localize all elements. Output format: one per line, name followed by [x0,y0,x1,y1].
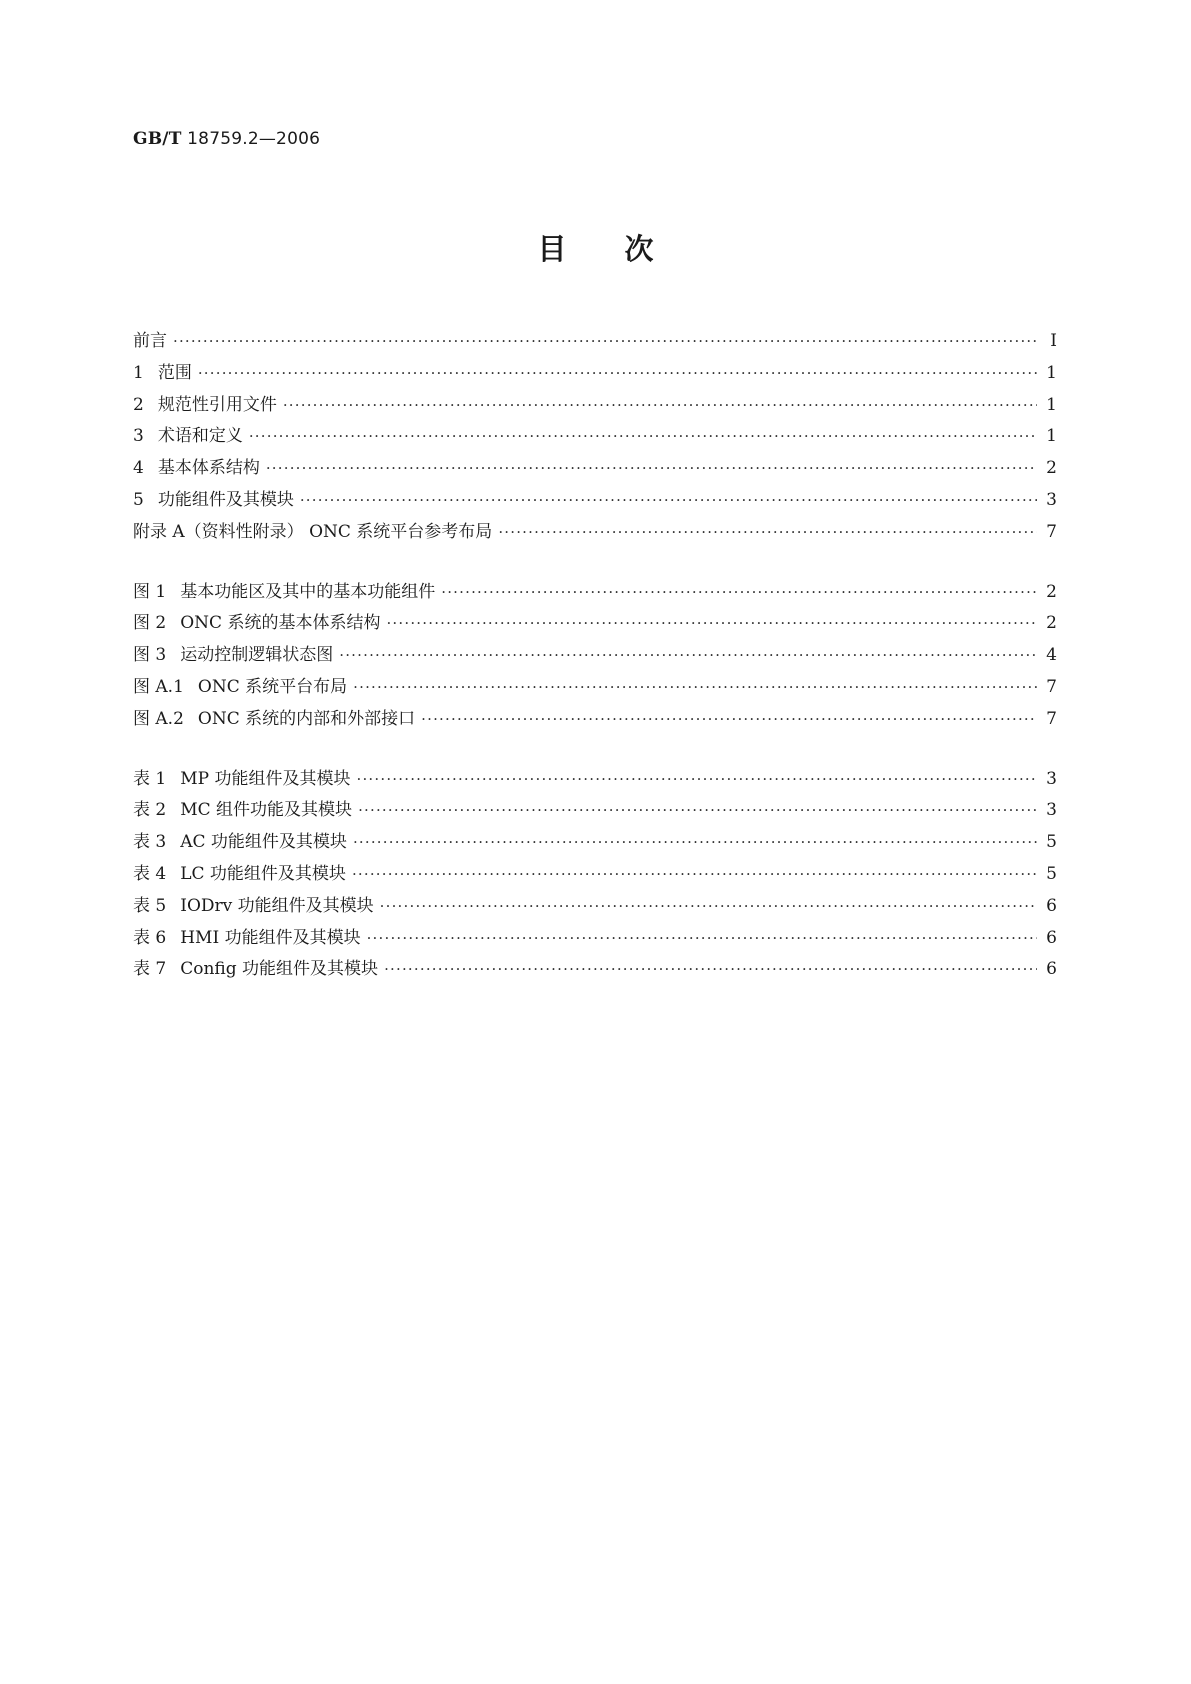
dot-leader [358,795,1037,827]
toc-entry-title: 基本功能区及其中的基本功能组件 [180,581,436,602]
toc-entry[interactable] [133,453,1057,485]
toc-entry-page: 1 [1046,394,1057,415]
toc-entry[interactable] [133,672,1057,704]
toc-entry[interactable] [133,517,1057,549]
dot-leader [173,326,1037,358]
toc-entry[interactable] [133,326,1057,358]
toc-entry-number: 表 6 [133,927,167,948]
toc-entry[interactable] [133,923,1057,955]
toc-entry-title: 范围 [157,362,192,383]
toc-entry-title: AC 功能组件及其模块 [180,832,347,853]
toc-entry-label [133,923,367,955]
toc-entry-page: 7 [1046,708,1057,729]
toc-entry-page: 3 [1046,489,1057,510]
toc-entry-page: 2 [1046,581,1057,602]
page-title: 目次 [537,232,712,266]
toc-entry-label [133,954,384,986]
standard-code: 18759.2—2006 [187,129,321,149]
toc-entry[interactable] [133,640,1057,672]
toc-entry-number: 图 3 [133,645,167,666]
toc-figures [133,577,1057,736]
toc-entry-page: 6 [1046,895,1057,916]
toc-entry-label [133,390,283,422]
toc-entry-title: ONC 系统的内部和外部接口 [197,708,416,729]
toc-entry-page: 1 [1046,362,1057,383]
dot-leader [356,764,1037,796]
toc-entry-title: 前言 [133,331,167,351]
toc-entry[interactable] [133,795,1057,827]
dot-leader [339,640,1037,672]
toc-entry-label [133,795,358,827]
toc-entry-title: MP 功能组件及其模块 [180,768,351,789]
toc-entry-label [133,640,339,672]
toc-tables [133,764,1057,987]
dot-leader [198,358,1037,390]
dot-leader [367,923,1037,955]
toc-entry-title: IODrv 功能组件及其模块 [180,895,374,916]
toc-entry-title: 功能组件及其模块 [157,489,294,510]
toc-entry-page: 7 [1046,676,1057,697]
toc-entry-page: 4 [1046,645,1057,666]
toc-entry-page: 6 [1046,959,1057,980]
toc-entry-page: I [1050,331,1057,351]
toc-entry[interactable] [133,859,1057,891]
toc-entry-label [133,358,198,390]
toc-entry[interactable] [133,358,1057,390]
toc-entry-number: 5 [133,489,144,510]
toc-entry-label [133,827,353,859]
dot-leader [353,827,1037,859]
toc-entry-page: 5 [1046,863,1057,884]
dot-leader [386,608,1037,640]
dot-leader [498,517,1037,549]
toc-entry-number: 4 [133,458,144,479]
toc-entry-title: 术语和定义 [157,426,243,447]
toc-sections [133,326,1057,549]
toc-entry-label [133,859,352,891]
toc-entry-title: Config 功能组件及其模块 [180,959,379,980]
toc-entry-page: 2 [1046,613,1057,634]
toc-entry-title: ONC 系统的基本体系结构 [180,613,381,634]
toc-entry-label [133,485,300,517]
dot-leader [249,421,1037,453]
toc-entry-label [133,453,266,485]
dot-leader [266,453,1037,485]
toc-entry-label [133,764,356,796]
toc-entry-number: 2 [133,394,144,415]
toc-entry-number: 表 2 [133,800,167,821]
toc-entry[interactable] [133,390,1057,422]
toc-entry-title: 规范性引用文件 [157,394,277,415]
toc-entry-label [133,326,173,358]
toc-entry-title: LC 功能组件及其模块 [180,863,346,884]
toc-entry-title: MC 组件功能及其模块 [180,800,353,821]
toc-entry-page: 2 [1046,458,1057,479]
toc-entry-label [133,517,498,549]
toc-entry-label [133,672,353,704]
toc-entry-number: 图 2 [133,613,167,634]
toc-entry-page: 6 [1046,927,1057,948]
dot-leader [352,859,1037,891]
dot-leader [380,891,1037,923]
toc-entry-title: 基本体系结构 [157,458,260,479]
toc-entry-page: 7 [1046,521,1057,542]
toc-entry-number: 1 [133,362,144,383]
toc-entry-title: HMI 功能组件及其模块 [180,927,361,948]
toc-entry[interactable] [133,827,1057,859]
toc-entry-number: 表 1 [133,768,167,789]
dot-leader [384,954,1037,986]
toc-entry-page: 3 [1046,768,1057,789]
toc-entry-label [133,577,441,609]
table-of-contents [133,326,1057,986]
toc-entry-number: 表 7 [133,959,167,980]
dot-leader [283,390,1037,422]
toc-entry-page: 3 [1046,800,1057,821]
dot-leader [421,704,1037,736]
toc-entry-label [133,421,249,453]
toc-entry[interactable] [133,764,1057,796]
toc-entry-page: 5 [1046,832,1057,853]
toc-entry-number: 图 A.2 [133,708,184,729]
standard-number [133,129,320,149]
standard-prefix: GB/T [133,129,182,149]
toc-entry-title: 附录 A（资料性附录） ONC 系统平台参考布局 [133,521,493,542]
toc-entry-label [133,891,380,923]
toc-entry[interactable] [133,704,1057,736]
toc-entry[interactable] [133,421,1057,453]
toc-entry-title: ONC 系统平台布局 [197,676,348,697]
toc-entry-title: 运动控制逻辑状态图 [180,645,334,666]
toc-entry-label [133,704,421,736]
toc-entry-number: 表 5 [133,895,167,916]
toc-entry-page: 1 [1046,426,1057,447]
toc-entry-number: 图 A.1 [133,676,184,697]
toc-entry-label [133,608,386,640]
toc-entry[interactable] [133,577,1057,609]
dot-leader [353,672,1037,704]
toc-entry-number: 图 1 [133,581,167,602]
toc-entry[interactable] [133,954,1057,986]
toc-entry-number: 表 4 [133,863,167,884]
toc-entry-number: 3 [133,426,144,447]
toc-entry[interactable] [133,485,1057,517]
toc-entry[interactable] [133,608,1057,640]
toc-entry-number: 表 3 [133,832,167,853]
toc-entry[interactable] [133,891,1057,923]
dot-leader [300,485,1037,517]
dot-leader [441,577,1037,609]
